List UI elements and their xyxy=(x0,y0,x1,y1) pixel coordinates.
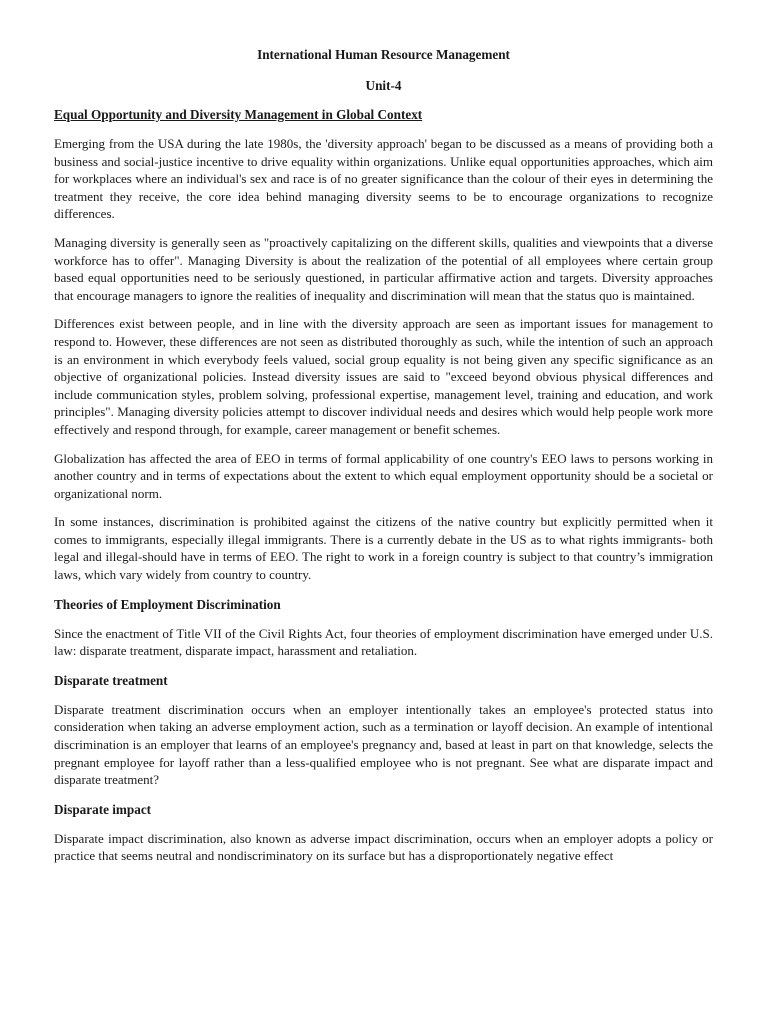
paragraph-theories: Since the enactment of Title VII of the Civil Rights Act, four theories of employment discrimination have emerged under U.S. law: disparate treatment, disparate impact, harassment and retaliation. xyxy=(54,625,713,659)
paragraph-differences: Differences exist between people, and in line with the diversity approach are seen as important issues for management to respond to. However, these differences are not seen as distributed thoroughly as such, while the intention of such an approach is an environment in which everybody feels valued, social group equality is not being given any specific significance as an objective of organizational policies. Instead diversity issues are said to "exceed beyond obvious physical differences and include communication styles, problem solving, professional expertise, management level, training and education, and work principles". Managing diversity policies attempt to discover individual needs and desires which would help people work more effectively and respond through, for example, career management or benefit schemes. xyxy=(54,316,713,437)
paragraph-immigrants: In some instances, discrimination is prohibited against the citizens of the native country but explicitly permitted when it comes to immigrants, especially illegal immigrants. There is a currently debate in the US as to what rights immigrants- both legal and illegal-should have in terms of EEO. The right to work in a foreign country is subject to that country’s immigration laws, which vary widely from country to country. xyxy=(54,514,713,583)
section-title: Equal Opportunity and Diversity Management in Global Context xyxy=(54,107,423,122)
document-title: International Human Resource Management xyxy=(257,47,510,62)
paragraph-globalization: Globalization has affected the area of EEO in terms of formal applicability of one country's EEO laws to persons working in another country and in terms of expectations about the extent to which equal employment opportunity should be a societal or organizational norm. xyxy=(54,450,713,501)
heading-disparate-impact: Disparate impact xyxy=(54,801,152,817)
heading-theories: Theories of Employment Discrimination xyxy=(54,596,281,612)
paragraph-diversity-approach: Emerging from the USA during the late 1980s, the 'diversity approach' began to be discussed as a means of providing both a business and social-justice incentive to drive equality within organizations. Unlike equal opportunities approaches, which aim for workplaces where an individual's sex and race is of no greater significance than the colour of their eyes in determining the treatment they receive, the core idea behind managing diversity seems to be to encourage organizations to recognize differences. xyxy=(54,136,713,222)
document-page xyxy=(54,0,713,865)
unit-label: Unit-4 xyxy=(365,78,402,93)
heading-disparate-treatment: Disparate treatment xyxy=(54,672,168,688)
paragraph-disparate-impact: Disparate impact discrimination, also known as adverse impact discrimination, occurs when an employer adopts a policy or practice that seems neutral and nondiscriminatory on its surface but has a disproportionately negative effect xyxy=(54,830,713,864)
paragraph-disparate-treatment: Disparate treatment discrimination occurs when an employer intentionally takes an employee's protected status into consideration when taking an adverse employment action, such as a termination or layoff decision. An example of intentional discrimination is an employer that learns of an employee's pregnancy and, based at least in part on that knowledge, selects the pregnant employee for layoff rather than a less-qualified employee who is not pregnant. See what are disparate impact and disparate treatment? xyxy=(54,701,713,788)
paragraph-managing-diversity: Managing diversity is generally seen as "proactively capitalizing on the different skills, qualities and viewpoints that a diverse workforce has to offer". Managing Diversity is about the realization of the potential of all employees where certain group based equal opportunities need to be seriously questioned, in particular affirmative action and targets. Diversity approaches that encourage managers to ignore the realities of inequality and discrimination will mean that the status quo is maintained. xyxy=(54,234,713,303)
